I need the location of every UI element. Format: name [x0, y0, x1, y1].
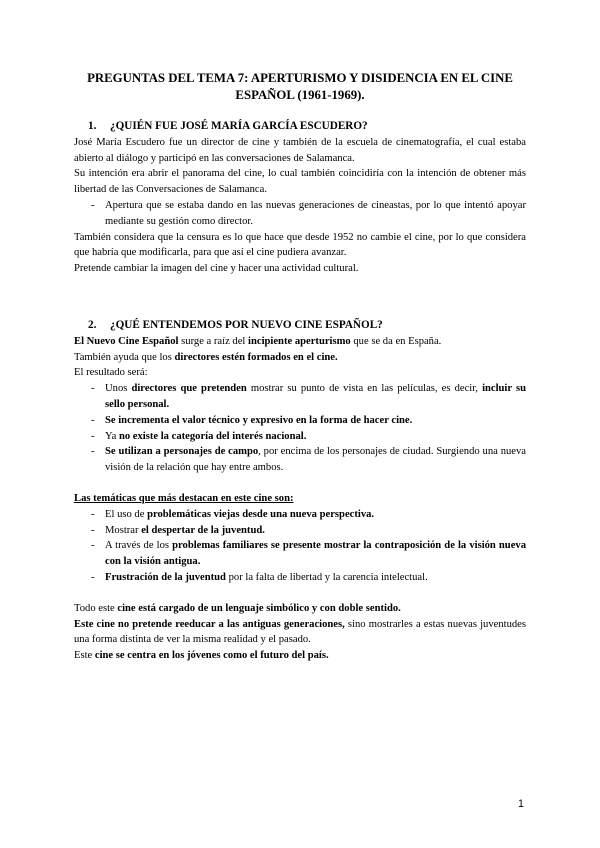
result-item-4: - Se utilizan a personajes de campo, por encima de los personajes de ciudad. Surgiendo una nueva visión de la relación que hay entre ambos. [74, 444, 526, 476]
section-2-heading [74, 318, 526, 334]
result-item-1: - Unos directores que pretenden mostrar su punto de vista en las películas, es decir, incluir su sello personal. [74, 381, 526, 413]
section-2-paragraph-2: También ayuda que los directores estén formados en el cine. [74, 351, 338, 363]
section-1-paragraph-2: Su intención era abrir el panorama del cine, lo cual también coincidiría con la intención de obtener más libertad de las Conversaciones de Salamanca. [74, 168, 526, 196]
section-1-paragraph-4: Pretende cambiar la imagen del cine y hacer una actividad cultural. [74, 263, 359, 275]
section-2-paragraph-5: Este cine no pretende reeducar a las antiguas generaciones, sino mostrarles a estas nuevas juventudes una forma distinta de ver la misma realidad y el pasado. [74, 618, 526, 646]
section-2-paragraph-1: El Nuevo Cine Español surge a raíz del incipiente aperturismo que se da en España. [74, 335, 442, 347]
section-1-number: 1. [88, 120, 97, 132]
results-list [74, 381, 526, 476]
result-item-2: - Se incrementa el valor técnico y expresivo en la forma de hacer cine. [74, 413, 526, 429]
section-1-paragraph-1: José María Escudero fue un director de cine y también de la escuela de cinematografía, el cual estaba abierto al diálogo y participó en las conversaciones de Salamanca. [74, 136, 526, 164]
section-1-heading-text: ¿QUIÉN FUE JOSÉ MARÍA GARCÍA ESCUDERO? [110, 120, 368, 132]
document-title: PREGUNTAS DEL TEMA 7: APERTURISMO Y DISIDENCIA EN EL CINE ESPAÑOL (1961-1969). [87, 71, 513, 102]
section-1-paragraph-3: También considera que la censura es lo que hace que desde 1952 no cambie el cine, por lo que considera que habría que modificarla, para que así el cine pudiera avanzar. [74, 231, 526, 259]
themes-heading: Las temáticas que más destacan en este cine son: [74, 492, 294, 504]
section-2-number: 2. [88, 318, 97, 331]
theme-item-3: - A través de los problemas familiares se presente mostrar la contraposición de la visión nueva con la visión antigua. [74, 538, 526, 570]
section-1-bullet-1: - Apertura que se estaba dando en las nuevas generaciones de cineastas, por lo que intentó apoyar mediante su gestión como director. [74, 198, 526, 230]
section-1-list [74, 198, 526, 230]
section-2-heading-text: ¿QUÉ ENTENDEMOS POR NUEVO CINE ESPAÑOL? [110, 318, 383, 331]
theme-item-1: - El uso de problemáticas viejas desde una nueva perspectiva. [74, 507, 526, 523]
document-page [74, 70, 526, 664]
section-2-paragraph-3: El resultado será: [74, 367, 148, 379]
page-number: 1 [518, 798, 524, 810]
themes-list [74, 507, 526, 586]
section-2-paragraph-4: Todo este cine está cargado de un lenguaje simbólico y con doble sentido. [74, 602, 401, 614]
result-item-3: - Ya no existe la categoría del interés nacional. [74, 429, 526, 445]
theme-item-2: - Mostrar el despertar de la juventud. [74, 523, 526, 539]
theme-item-4: - Frustración de la juventud por la falta de libertad y la carencia intelectual. [74, 570, 526, 586]
section-1-heading [74, 119, 526, 135]
section-2-paragraph-6: Este cine se centra en los jóvenes como el futuro del país. [74, 650, 329, 662]
